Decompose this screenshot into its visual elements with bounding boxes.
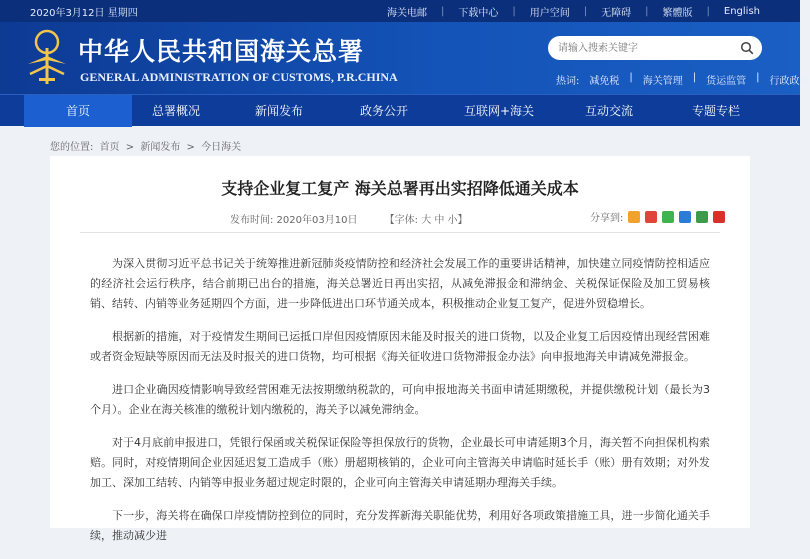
breadcrumb-label: 您的位置: [50, 142, 94, 153]
hot-word[interactable]: 减免税 [589, 76, 620, 87]
divider: | [629, 72, 633, 83]
nav-item-interaction[interactable]: 互动交流 [584, 104, 633, 118]
nav-item-overview[interactable]: 总署概况 [151, 104, 200, 118]
top-link-accessibility[interactable]: 无障碍 [601, 8, 632, 19]
search-icon[interactable] [740, 41, 754, 55]
wechat-icon[interactable] [662, 211, 674, 223]
hot-words [556, 72, 810, 87]
divider: | [756, 72, 760, 83]
site-title-en: GENERAL ADMINISTRATION OF CUSTOMS, P.R.CHINA [80, 70, 398, 84]
divider: | [645, 6, 649, 17]
site-title-cn[interactable]: 中华人民共和国海关总署 [78, 37, 365, 66]
article [50, 156, 750, 542]
article-body [90, 254, 710, 559]
article-meta [230, 211, 468, 226]
publish-time: 发布时间: 2020年03月10日 [230, 215, 358, 226]
top-link-email[interactable]: 海关电邮 [387, 8, 428, 19]
customs-emblem-icon[interactable] [24, 26, 70, 88]
article-divider [80, 232, 720, 233]
breadcrumb-home[interactable]: 首页 [99, 142, 120, 153]
divider: | [692, 72, 697, 83]
nav-item-government-affairs[interactable]: 政务公开 [359, 104, 408, 118]
breadcrumb-news[interactable]: 新闻发布 [140, 142, 181, 153]
article-paragraph: 下一步，海关将在确保口岸疫情防控到位的同时，充分发挥新海关职能优势，利用好各项政策措施工具，进一步简化通关手续，推动减少进 [90, 509, 710, 542]
nav-item-news[interactable]: 新闻发布 [254, 104, 303, 118]
top-link-english[interactable]: English [723, 6, 760, 17]
top-link-traditional[interactable]: 繁體版 [662, 8, 693, 19]
douban-icon[interactable] [696, 211, 708, 223]
breadcrumb [50, 138, 244, 153]
nav-item-internet-customs[interactable]: 互联网+海关 [463, 104, 535, 118]
search-box [548, 36, 762, 60]
top-link-downloads[interactable]: 下载中心 [458, 8, 499, 19]
divider: | [512, 6, 516, 17]
breadcrumb-separator: > [186, 142, 195, 153]
article-paragraph: 对于4月底前申报进口，凭银行保函或关税保证保险等担保放行的货物，企业最长可申请延期3个月，海关暂不向担保机构索赔。同时，对疫情期间企业因延迟复工造成手（账）册超期核销的，企业可向主管海关申请临时延长手（账）册有效期；对外发加工、深加工结转、内销等申报业务超过规定时限的，企业可向主管海关申请延期办理海关手续。 [90, 436, 710, 489]
top-link-user-space[interactable]: 用户空间 [529, 8, 570, 19]
nav-item-special-topics[interactable]: 专题专栏 [691, 104, 740, 118]
article-paragraph: 进口企业确因疫情影响导致经营困难无法按期缴纳税款的，可向申报地海关书面申请延期缴税，并提供缴税计划（最长为3个月）。企业在海关核准的缴税计划内缴税的，海关予以减免滞纳金。 [90, 383, 710, 416]
qzone-icon[interactable] [628, 211, 640, 223]
hot-words-label: 热词: [556, 76, 580, 87]
breadcrumb-today[interactable]: 今日海关 [201, 142, 242, 153]
font-size-switcher[interactable]: 【字体: 大 中 小】 [384, 215, 468, 226]
breadcrumb-separator: > [125, 142, 135, 153]
article-paragraph: 为深入贯彻习近平总书记关于统筹推进新冠肺炎疫情防控和经济社会发展工作的重要讲话精神，加快建立同疫情防控相适应的经济社会运行秩序，结合前期已出台的措施，海关总署近日再出实招，从减免滞报金和滞纳金、关税保证保险及加工贸易核销、结转、内销等业务延期四个方面，进一步降低进出口环节通关成本，积极推动企业复工复产，促进外贸稳增长。 [90, 257, 710, 310]
masthead [0, 22, 810, 94]
divider: | [583, 6, 588, 17]
divider: | [441, 6, 445, 17]
current-date: 2020年3月12日 星期四 [30, 8, 138, 19]
weibo-icon[interactable] [645, 211, 657, 223]
hot-word[interactable]: 海关管理 [642, 76, 683, 87]
article-title: 支持企业复工复产 海关总署再出实招降低通关成本 [221, 179, 579, 198]
share-label: 分享到: [590, 213, 624, 224]
search-input[interactable] [558, 40, 733, 56]
top-bar [0, 0, 800, 22]
renren-icon[interactable] [679, 211, 691, 223]
divider: | [706, 6, 710, 17]
hot-word[interactable]: 行政政策 [769, 76, 810, 87]
article-paragraph: 根据新的措施，对于疫情发生期间已运抵口岸但因疫情原因未能及时报关的进口货物，以及企业复工后因疫情出现经营困难或者资金短缺等原因而无法及时报关的进口货物，均可根据《海关征收进口货物滞报金办法》向申报地海关申请减免滞报金。 [90, 330, 710, 363]
nav-item-home[interactable]: 首页 [24, 95, 132, 127]
pdf-icon[interactable] [713, 211, 725, 223]
share-bar [590, 209, 725, 224]
hot-word[interactable]: 货运监管 [706, 76, 747, 87]
main-nav [0, 94, 800, 126]
top-links [387, 4, 760, 19]
